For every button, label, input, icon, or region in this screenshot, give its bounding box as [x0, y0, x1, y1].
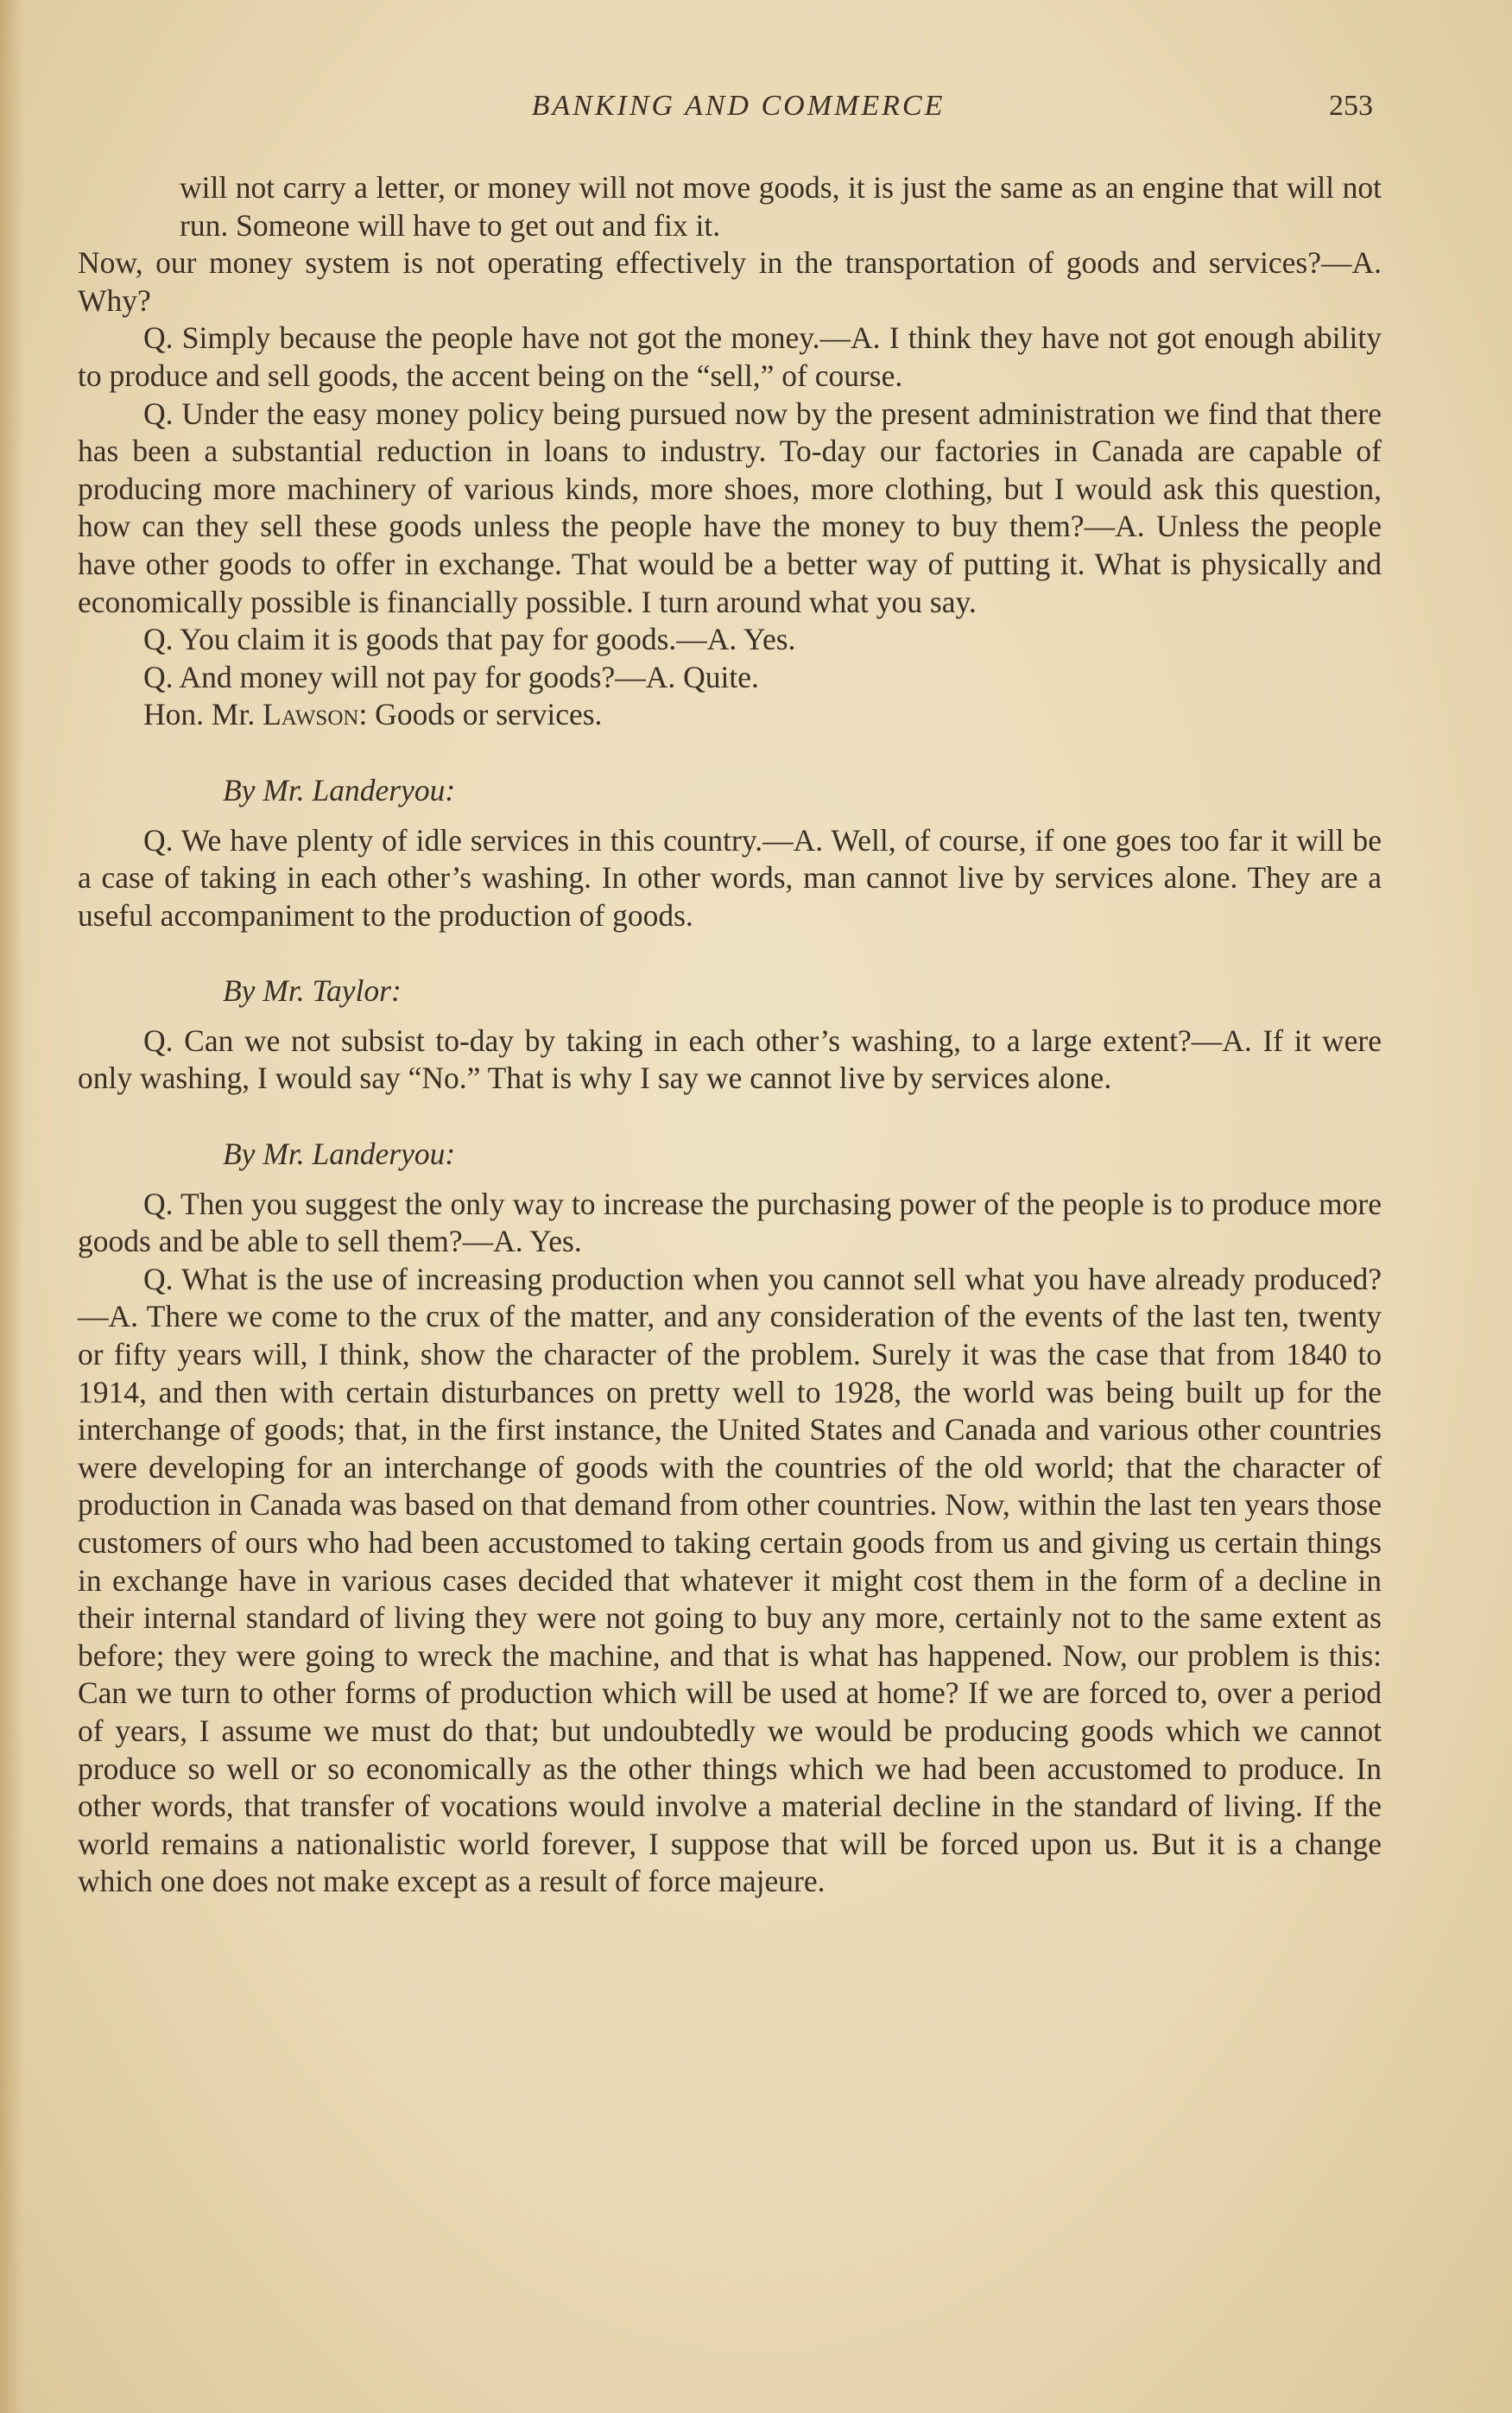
examiner-heading: By Mr. Landeryou: — [223, 1137, 456, 1172]
running-head: BANKING AND COMMERCE — [531, 90, 946, 122]
paragraph: Q. Can we not subsist to-day by taking in each other’s washing, to a large extent?—A. If it were only washing, I would say “No.” That is why I say we cannot live by services alone. — [78, 1023, 1382, 1096]
paragraph: Q. What is the use of increasing production when you cannot sell what you have already produced?—A. There we come to the crux of the matter, and any consideration of the events of the last ten, twenty or fifty years will, I think, show the character of the problem. Surely it was the case that from 1840 to 1914, and then with certain disturbances on pretty well to 1928, the world was being built up for the interchange of goods; that, in the first instance, the United States and Canada and various other countries were developing for an interchange of goods with the countries of the old world; that the character of production in Canada was based on that demand from other countries. Now, within the last ten years those customers of ours who had been accustomed to taking certain goods from us and giving us certain things in exchange have in various cases decided that whatever it might cost them in the form of a decline in their internal standard of living they were not going to buy any more, certainly not to the same extent as before; they were going to wreck the machine, and that is what has happened. Now, our problem is this: Can we turn to other forms of production which will be used at home? If we are forced to, over a period of years, I assume we must do that; but undoubtedly we would be producing goods which we cannot produce so well or so economically as the other things which we had been accustomed to produce. In other words, that transfer of vocations would involve a material decline in the standard of living. If the world remains a nationalistic world forever, I suppose that will be forced upon us. But it is a change which one does not make except as a result of force majeure. — [78, 1261, 1382, 1899]
speaker-prefix: Hon. Mr. — [143, 697, 263, 732]
speaker-text: : Goods or services. — [358, 697, 603, 732]
page-number: 253 — [1329, 90, 1373, 122]
paragraph: Now, our money system is not operating effectively in the transportation of goods and services?—A. Why? — [78, 245, 1382, 318]
examiner-heading: By Mr. Taylor: — [223, 973, 402, 1009]
paragraph: Q. You claim it is goods that pay for goods.—A. Yes. — [143, 622, 796, 657]
paragraph: Q. We have plenty of idle services in this country.—A. Well, of course, if one goes too far it will be a case of taking in each other’s washing. In other words, man cannot live by services alone. They are a useful accompaniment to the production of goods. — [78, 822, 1382, 933]
speaker-name: Lawson — [263, 697, 359, 732]
examiner-heading: By Mr. Landeryou: — [223, 772, 456, 808]
page-body — [78, 169, 1382, 1901]
paragraph: Q. Simply because the people have not got the money.—A. I think they have not got enough ability to produce and sell goods, the accent being on the “sell,” of course. — [78, 320, 1382, 393]
page-header — [78, 90, 1399, 133]
paragraph: Q. Then you suggest the only way to increase the purchasing power of the people is to produce more goods and be able to sell them?—A. Yes. — [78, 1186, 1382, 1259]
paragraph: Q. Under the easy money policy being pursued now by the present administration we find that there has been a substantial reduction in loans to industry. To-day our factories in Canada are capable of producing more machinery of various kinds, more shoes, more clothing, but I would ask this question, how can they sell these goods unless the people have the money to buy them?—A. Unless the people have other goods to offer in exchange. That would be a better way of putting it. What is physically and economically possible is financially possible. I turn around what you say. — [78, 396, 1382, 619]
speaker-line — [78, 696, 1382, 734]
paragraph: Q. And money will not pay for goods?—A. Quite. — [143, 659, 759, 694]
paragraph: will not carry a letter, or money will not move goods, it is just the same as an engine that will not run. Someone will have to get out and fix it. — [180, 170, 1382, 243]
